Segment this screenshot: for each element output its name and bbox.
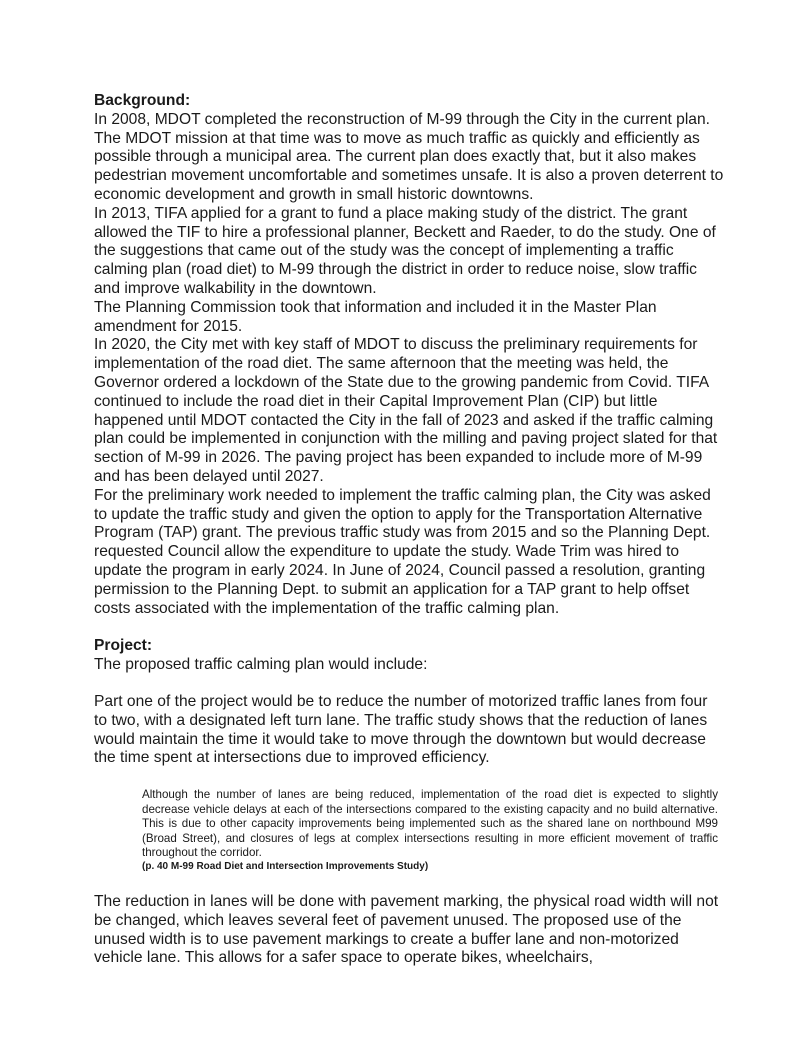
project-intro: The proposed traffic calming plan would include: — [94, 655, 428, 673]
background-paragraph-2008: In 2008, MDOT completed the reconstruction of M-99 through the City in the current plan. The MDOT mission at that time was to move as much traffic as quickly and efficiently as possible through a municipal area. The current plan does exactly that, but it also makes pedestrian movement uncomfortable and sometimes unsafe. It is also a proven deterrent to economic development and growth in small historic downtowns. — [94, 110, 724, 203]
background-heading: Background: — [94, 92, 191, 109]
background-paragraph-2020: In 2020, the City met with key staff of MDOT to discuss the preliminary requirements for implementation of the road diet. The same afternoon that the meeting was held, the Governor ordered a lockdown of the State due to the growing pandemic from Covid. TIFA continued to include the road diet in their Capital Improvement Plan (CIP) but little happened until MDOT contacted the City in the fall of 2023 and asked if the traffic calming plan could be implemented in conjunction with the milling and paving project slated for that section of M-99 in 2026. The paving project has been expanded to include more of M-99 and has been delayed until 2027. — [94, 336, 718, 485]
study-quote — [142, 788, 718, 873]
study-quote-text: Although the number of lanes are being reduced, implementation of the road diet is expected to slightly decrease vehicle delays at each of the intersections compared to the existing capacity and no build alternative. This is due to other capacity improvements being implemented such as the shared lane on northbound M99 (Broad Street), and closures of legs at complex intersections resulting in more efficient movement of traffic throughout the corridor. — [142, 788, 718, 860]
document-page — [94, 92, 724, 968]
project-reduction: The reduction in lanes will be done with pavement marking, the physical road width will not be changed, which leaves several feet of pavement unused. The proposed use of the unused width is to use pavement markings to create a buffer lane and non-motorized vehicle lane. This allows for a safer space to operate bikes, wheelchairs, — [94, 893, 719, 967]
project-heading: Project: — [94, 636, 153, 654]
background-paragraph-preliminary-work: For the preliminary work needed to implement the traffic calming plan, the City was asked to update the traffic study and given the option to apply for the Transportation Alternative Program (TAP) grant. The previous traffic study was from 2015 and so the Planning Dept. requested Council allow the expenditure to update the study. Wade Trim was hired to update the program in early 2024. In June of 2024, Council passed a resolution, granting permission to the Planning Dept. to submit an application for a TAP grant to help offset costs associated with the implementation of the traffic calming plan. — [94, 486, 711, 617]
background-paragraph-2013: In 2013, TIFA applied for a grant to fund a place making study of the district. The grant allowed the TIF to hire a professional planner, Beckett and Raeder, to do the study. One of the suggestions that came out of the study was the concept of implementing a traffic calming plan (road diet) to M-99 through the district in order to reduce noise, slow traffic and improve walkability in the downtown. — [94, 204, 716, 297]
background-paragraph-planning-commission: The Planning Commission took that information and included it in the Master Plan amendment for 2015. — [94, 298, 657, 335]
section-spacer — [94, 618, 724, 637]
project-part-one: Part one of the project would be to reduce the number of motorized traffic lanes from four to two, with a designated left turn lane. The traffic study shows that the reduction of lanes would maintain the time it would take to move through the downtown but would decrease the time spent at intersections due to improved efficiency. — [94, 692, 708, 767]
paragraph-spacer — [94, 674, 724, 693]
study-quote-citation: (p. 40 M-99 Road Diet and Intersection Improvements Study) — [142, 861, 429, 873]
